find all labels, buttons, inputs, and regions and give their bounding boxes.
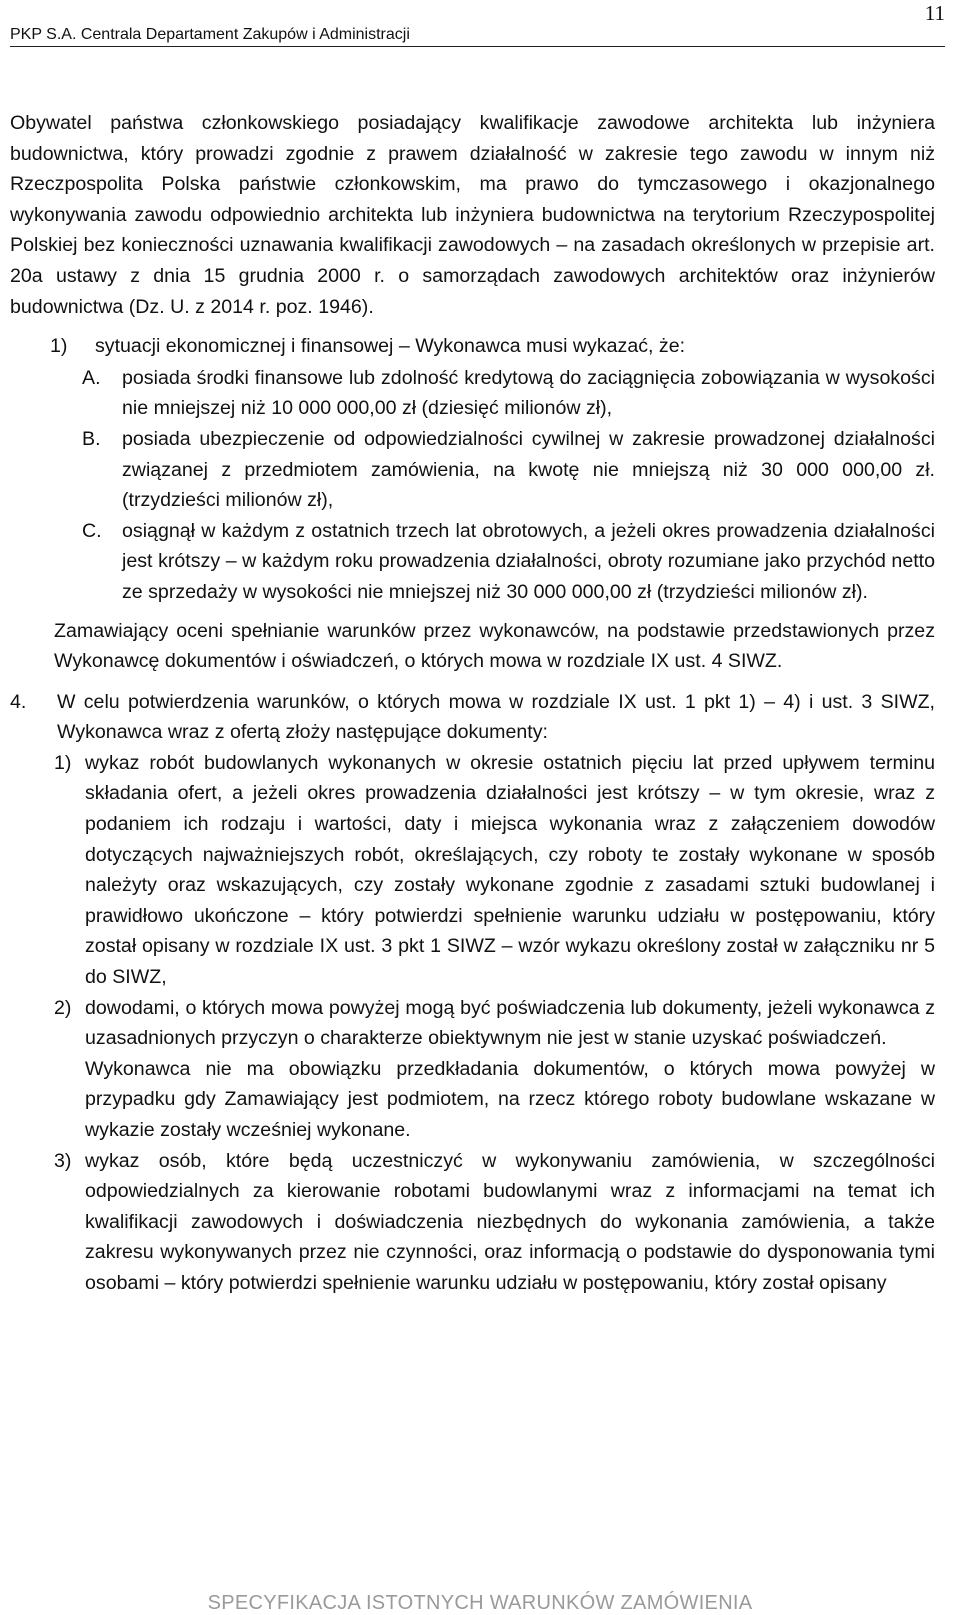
item-number: 1) xyxy=(54,751,72,774)
list-item-a xyxy=(10,363,935,424)
point-number: 4. xyxy=(10,690,27,713)
document-item-1 xyxy=(10,748,935,993)
item-note: Wykonawca nie ma obowiązku przedkładania dokumentów, o których mowa powyżej w przypadku gdy Zamawiający jest podmiotem, na rzecz którego roboty budowlane wskazane w wykazie zostały wcześniej wykonane. xyxy=(85,1057,935,1141)
list-item-c xyxy=(10,516,935,608)
item-text: posiada środki finansowe lub zdolność kredytową do zaciągnięcia zobowiązania w wysokości nie mniejszej niż 10 000 000,00 zł (dziesięć milionów zł), xyxy=(122,366,935,420)
document-body xyxy=(10,108,935,1299)
header-title: PKP S.A. Centrala Departament Zakupów i Administracji xyxy=(10,26,410,43)
section-number: 1) xyxy=(50,335,68,358)
section-economic-financial xyxy=(10,331,935,362)
point-text: W celu potwierdzenia warunków, o których mowa w rozdziale IX ust. 1 pkt 1) – 4) i ust. 3 SIWZ, Wykonawca wraz z ofertą złoży następujące dokumenty: xyxy=(57,690,935,744)
item-number: 2) xyxy=(54,996,72,1019)
page-number: 11 xyxy=(924,1,945,25)
item-text: osiągnął w każdym z ostatnich trzech lat obrotowych, a jeżeli okres prowadzenia działalności jest krótszy – w każdym roku prowadzenia działalności, obroty rozumiane jako przychód netto ze sprzedaży w wysokości nie mniejszej niż 30 000 000,00 zł (trzydzieści milionów zł). xyxy=(122,519,935,603)
item-text: posiada ubezpieczenie od odpowiedzialności cywilnej w zakresie prowadzonej działalności związanej z przedmiotem zamówienia, na kwotę nie mniejszą niż 30 000 000,00 zł. (trzydzieści milionów zł), xyxy=(122,427,935,512)
assessment-paragraph: Zamawiający oceni spełnianie warunków przez wykonawców, na podstawie przedstawionych przez Wykonawcę dokumentów i oświadczeń, o których mowa w rozdziale IX ust. 4 SIWZ. xyxy=(54,619,935,673)
header-divider xyxy=(10,46,945,47)
document-item-3 xyxy=(10,1146,935,1299)
item-number: 3) xyxy=(54,1149,72,1172)
intro-paragraph: Obywatel państwa członkowskiego posiadający kwalifikacje zawodowe architekta lub inżyniera budownictwa, który prowadzi zgodnie z prawem działalność w zakresie tego zawodu w innym niż Rzeczpospolita Polska państwie członkowskim, ma prawo do tymczasowego i okazjonalnego wykonywania zawodu odpowiednio architekta lub inżyniera budownictwa na terytorium Rzeczypospolitej Polskiej bez konieczności uznawania kwalifikacji zawodowych – na zasadach określonych w przepisie art. 20a ustawy z dnia 15 grudnia 2000 r. o samorządach zawodowych architektów oraz inżynierów budownictwa (Dz. U. z 2014 r. poz. 1946). xyxy=(10,112,935,318)
item-text: dowodami, o których mowa powyżej mogą być poświadczenia lub dokumenty, jeżeli wykonawca z uzasadnionych przyczyn o charakterze obiektywnym nie jest w stanie uzyskać poświadczeń. xyxy=(85,996,935,1050)
item-letter: A. xyxy=(82,366,101,389)
page-header xyxy=(10,1,945,47)
section-heading: sytuacji ekonomicznej i finansowej – Wykonawca musi wykazać, że: xyxy=(95,335,686,358)
item-text: wykaz osób, które będą uczestniczyć w wykonywaniu zamówienia, w szczególności odpowiedzialnych za kierowanie robotami budowlanymi wraz z informacjami na temat ich kwalifikacji zawodowych i doświadczenia niezbędnych do wykonania zamówienia, a także zakresu wykonywanych przez nie czynności, oraz informacją o podstawie do dysponowania tymi osobami – który potwierdzi spełnienie warunku udziału w postępowaniu, który został opisany xyxy=(85,1149,935,1294)
document-item-2 xyxy=(10,993,935,1146)
page-footer: SPECYFIKACJA ISTOTNYCH WARUNKÓW ZAMÓWIENIA xyxy=(207,1592,753,1614)
item-letter: C. xyxy=(82,519,102,542)
list-item-b xyxy=(10,424,935,516)
point-4 xyxy=(10,687,935,748)
item-text: wykaz robót budowlanych wykonanych w okresie ostatnich pięciu lat przed upływem terminu składania ofert, a jeżeli okres prowadzenia działalności jest krótszy – w tym okresie, wraz z podaniem ich rodzaju i wartości, daty i miejsca wykonania wraz z załączeniem dowodów dotyczących najważniejszych robót, określających, czy roboty te zostały wykonane w sposób należyty oraz wskazujących, czy zostały wykonane zgodnie z zasadami sztuki budowlanej i prawidłowo ukończone – który potwierdzi spełnienie warunku udziału w postępowaniu, który został opisany w rozdziale IX ust. 3 pkt 1 SIWZ – wzór wykazu określony został w załączniku nr 5 do SIWZ, xyxy=(85,751,935,989)
item-letter: B. xyxy=(82,427,101,450)
